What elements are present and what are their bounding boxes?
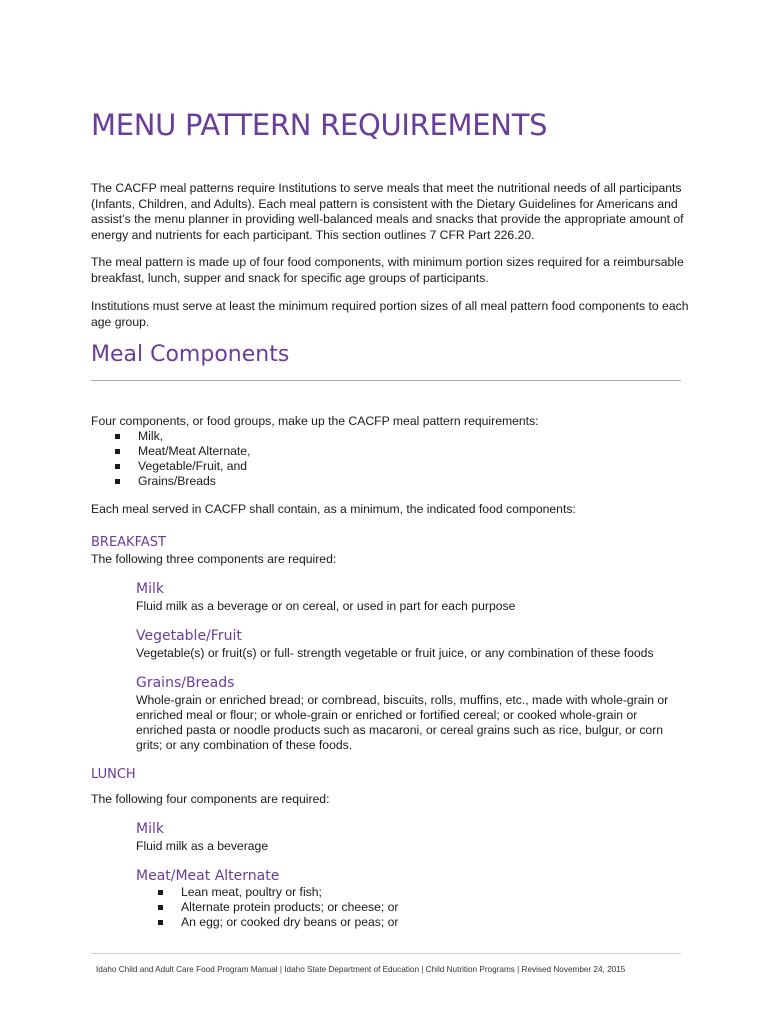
list-item: An egg; or cooked dry beans or peas; or (155, 915, 398, 930)
list-item: Meat/Meat Alternate, (112, 444, 250, 459)
section-divider (91, 380, 681, 381)
components-lead: Four components, or food groups, make up the CACFP meal pattern requirements: (91, 414, 539, 428)
lunch-meat-title: Meat/Meat Alternate (136, 868, 280, 884)
intro-paragraph-2: The meal pattern is made up of four food components, with minimum portion sizes required for a reimbursable breakfast, lunch, supper and snack for specific age groups of participants. (91, 255, 684, 285)
breakfast-grains-title: Grains/Breads (136, 675, 235, 691)
page-title: MENU PATTERN REQUIREMENTS (91, 108, 548, 142)
list-item: Milk, (112, 429, 250, 444)
intro-paragraph-1: The CACFP meal patterns require Institutions to serve meals that meet the nutritional needs of all participants (Infants, Children, and Adults). Each meal pattern is consistent with the Dietary Guidelines for Americans and assist’s the menu planner in providing well-balanced meals and snacks that provide the appropriate amount of energy and nutrients for each participant. This section outlines 7 CFR Part 226.20. (91, 181, 684, 242)
page-footer: Idaho Child and Adult Care Food Program Manual | Idaho State Department of Education | Child Nutrition Programs | Revised November 24, 2015 (96, 965, 626, 974)
breakfast-milk-text: Fluid milk as a beverage or on cereal, or used in part for each purpose (136, 599, 516, 613)
breakfast-grains-text: Whole-grain or enriched bread; or cornbread, biscuits, rolls, muffins, etc., made with whole-grain or enriched meal or flour; or whole-grain or enriched or fortified cereal; or cooked whole-grain or enriched pasta or noodle products such as macaroni, or cereal grains such as rice, bulgur, or corn grits; or any combination of these foods. (136, 693, 669, 752)
each-meal-text: Each meal served in CACFP shall contain, as a minimum, the indicated food components: (91, 502, 576, 516)
intro-paragraph-3: Institutions must serve at least the minimum required portion sizes of all meal pattern food components to each age group. (91, 299, 689, 329)
breakfast-heading: BREAKFAST (91, 535, 166, 550)
lunch-milk-title: Milk (136, 821, 164, 837)
lunch-heading: LUNCH (91, 767, 136, 782)
breakfast-vegfruit-text: Vegetable(s) or fruit(s) or full- strength vegetable or fruit juice, or any combination of these foods (136, 646, 654, 660)
breakfast-vegfruit-title: Vegetable/Fruit (136, 628, 242, 644)
footer-divider (91, 953, 681, 954)
lunch-meat-list (155, 885, 398, 930)
list-item: Vegetable/Fruit, and (112, 459, 250, 474)
section-heading-meal-components: Meal Components (91, 342, 290, 367)
list-item: Grains/Breads (112, 474, 250, 489)
list-item: Lean meat, poultry or fish; (155, 885, 398, 900)
lunch-milk-text: Fluid milk as a beverage (136, 839, 269, 853)
breakfast-lead: The following three components are required: (91, 552, 337, 566)
lunch-lead: The following four components are required: (91, 792, 330, 806)
components-list (112, 429, 250, 489)
breakfast-milk-title: Milk (136, 581, 164, 597)
list-item: Alternate protein products; or cheese; or (155, 900, 398, 915)
